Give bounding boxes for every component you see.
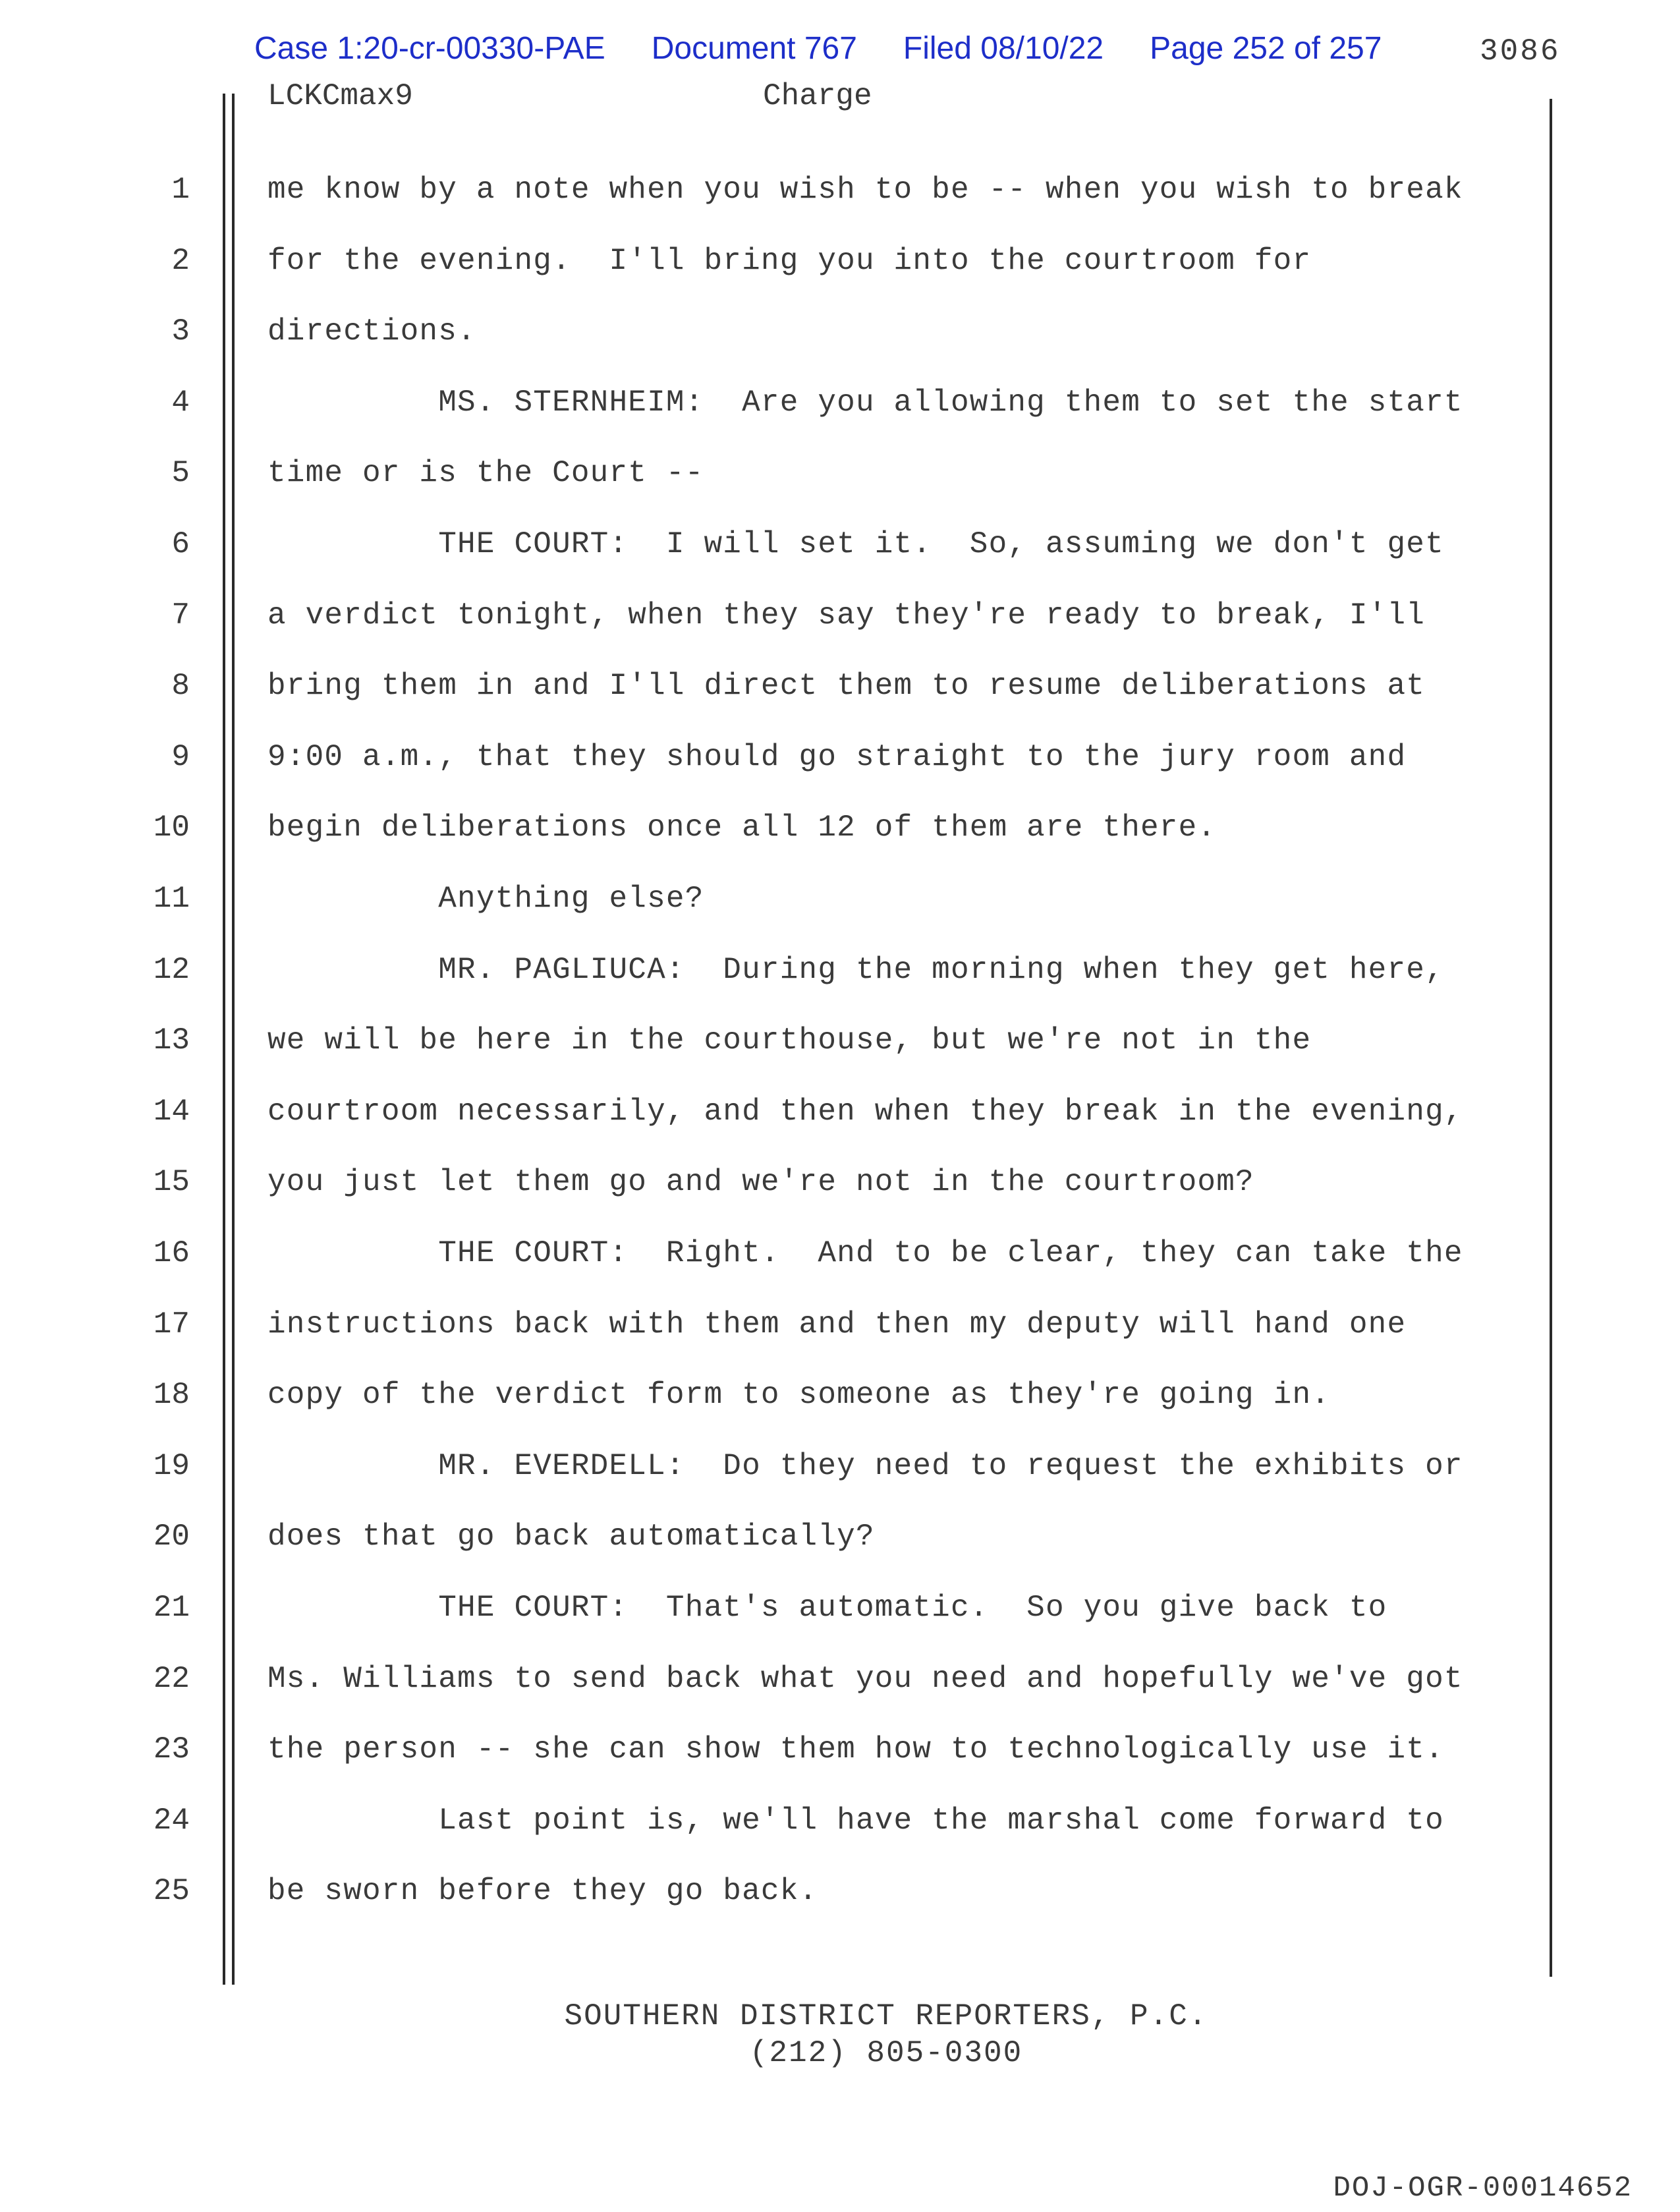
case-number: Case 1:20-cr-00330-PAE [254, 31, 605, 66]
line-text: Ms. Williams to send back what you need and hopefully we've got [267, 1662, 1463, 1696]
line-number: 25 [153, 1874, 190, 1908]
transcript-line [0, 244, 1680, 283]
filed-date: Filed 08/10/22 [903, 31, 1104, 66]
line-number: 6 [171, 527, 190, 561]
running-head-section: Charge [763, 79, 872, 113]
line-text: a verdict tonight, when they say they're ready to break, I'll [267, 598, 1426, 633]
line-text: be sworn before they go back. [267, 1874, 818, 1908]
transcript-line [0, 598, 1680, 638]
bates-number: DOJ-OGR-00014652 [1333, 2172, 1633, 2205]
line-number: 8 [171, 669, 190, 703]
line-text: for the evening. I'll bring you into the courtroom for [267, 244, 1312, 278]
transcript-line [0, 1662, 1680, 1701]
ecf-page-count: Page 252 of 257 [1150, 31, 1382, 66]
transcript-line [0, 810, 1680, 850]
transcript-line [0, 1591, 1680, 1630]
line-number: 16 [153, 1236, 190, 1270]
line-text: copy of the verdict form to someone as they're going in. [267, 1378, 1331, 1412]
transcript-line [0, 953, 1680, 992]
reporter-phone: (212) 805-0300 [749, 2036, 1023, 2070]
line-number: 17 [153, 1307, 190, 1342]
line-text: MR. PAGLIUCA: During the morning when they get here, [267, 953, 1444, 987]
line-number: 7 [171, 598, 190, 633]
line-text: you just let them go and we're not in the courtroom? [267, 1165, 1254, 1199]
transcript-line [0, 1378, 1680, 1417]
line-text: MR. EVERDELL: Do they need to request the exhibits or [267, 1449, 1463, 1483]
transcript-line [0, 1449, 1680, 1489]
line-text: courtroom necessarily, and then when they break in the evening, [267, 1094, 1463, 1129]
transcript-line [0, 1165, 1680, 1205]
line-number: 4 [171, 385, 190, 420]
line-number: 15 [153, 1165, 190, 1199]
line-number: 2 [171, 244, 190, 278]
reporter-footer [0, 1998, 1680, 2072]
transcript-line [0, 669, 1680, 708]
transcript-line [0, 173, 1680, 212]
line-number: 21 [153, 1591, 190, 1625]
transcript-line [0, 1023, 1680, 1063]
document-number: Document 767 [651, 31, 857, 66]
line-text: THE COURT: I will set it. So, assuming we don't get [267, 527, 1444, 561]
line-text: THE COURT: Right. And to be clear, they can take the [267, 1236, 1463, 1270]
line-text: MS. STERNHEIM: Are you allowing them to set the start [267, 385, 1463, 420]
line-text: 9:00 a.m., that they should go straight to the jury room and [267, 740, 1407, 774]
transcript-line [0, 1307, 1680, 1347]
transcript-page-number: 3086 [1480, 34, 1561, 69]
line-number: 11 [153, 882, 190, 916]
line-number: 13 [153, 1023, 190, 1058]
line-number: 19 [153, 1449, 190, 1483]
running-head-file-id: LCKCmax9 [267, 79, 413, 113]
transcript-line [0, 1094, 1680, 1134]
line-text: me know by a note when you wish to be -- when you wish to break [267, 173, 1463, 207]
line-number: 23 [153, 1732, 190, 1767]
line-number: 18 [153, 1378, 190, 1412]
transcript-line [0, 740, 1680, 780]
line-number: 5 [171, 456, 190, 490]
transcript-line [0, 527, 1680, 567]
line-number: 24 [153, 1803, 190, 1838]
line-text: bring them in and I'll direct them to resume deliberations at [267, 669, 1426, 703]
transcript-line [0, 1732, 1680, 1772]
line-text: directions. [267, 314, 476, 349]
transcript-line [0, 1874, 1680, 1914]
line-number: 3 [171, 314, 190, 349]
line-text: THE COURT: That's automatic. So you give back to [267, 1591, 1387, 1625]
transcript-line [0, 1519, 1680, 1559]
line-text: does that go back automatically? [267, 1519, 875, 1554]
line-text: instructions back with them and then my deputy will hand one [267, 1307, 1407, 1342]
line-number: 1 [171, 173, 190, 207]
line-text: Anything else? [267, 882, 704, 916]
line-number: 14 [153, 1094, 190, 1129]
line-text: the person -- she can show them how to technologically use it. [267, 1732, 1444, 1767]
transcript-line [0, 1803, 1680, 1843]
transcript-line [0, 314, 1680, 354]
line-text: Last point is, we'll have the marshal come forward to [267, 1803, 1444, 1838]
line-number: 22 [153, 1662, 190, 1696]
transcript-line [0, 1236, 1680, 1276]
transcript-line [0, 385, 1680, 425]
transcript-line [0, 456, 1680, 496]
line-number: 20 [153, 1519, 190, 1554]
ecf-filing-header [254, 30, 1382, 70]
line-number: 9 [171, 740, 190, 774]
transcript-line [0, 882, 1680, 921]
line-number: 12 [153, 953, 190, 987]
line-number: 10 [153, 810, 190, 845]
reporter-name: SOUTHERN DISTRICT REPORTERS, P.C. [564, 1999, 1208, 2033]
line-text: begin deliberations once all 12 of them are there. [267, 810, 1217, 845]
line-text: time or is the Court -- [267, 456, 704, 490]
running-head [267, 79, 872, 113]
line-text: we will be here in the courthouse, but we're not in the [267, 1023, 1312, 1058]
